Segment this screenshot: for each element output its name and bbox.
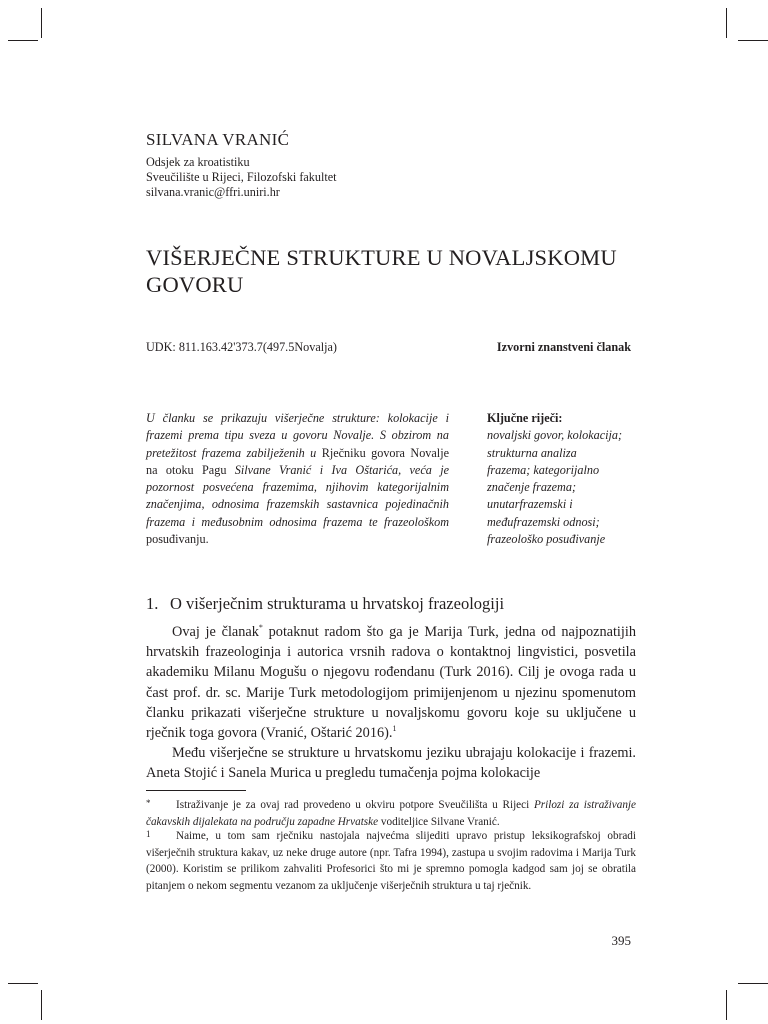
abstract-upright-1: Rječniku govora Novalje na otoku Pagu	[146, 445, 449, 477]
body-paragraph-1-start: Ovaj je članak	[172, 624, 259, 640]
abstract-text-2: Silvane Vranić i Iva Oštarića, veća je pozornost posvećena frazemima, njihovim kategorijalnim značenjima, odnosima frazemskih sastavnica pojedinačnih frazema i međusobnim odnosima frazema te frazeološkom	[146, 462, 450, 529]
keywords	[487, 410, 637, 548]
author-name: SILVANA VRANIĆ	[146, 130, 290, 149]
body-paragraph-1	[146, 622, 636, 743]
abstract	[146, 410, 449, 548]
affiliation-email: silvana.vranic@ffri.uniri.hr	[146, 185, 280, 199]
keyword-line: frazeološko posuđivanje	[487, 532, 606, 547]
crop-mark-bottom-left-vertical	[41, 990, 42, 1020]
crop-mark-top-left-vertical	[41, 8, 42, 38]
footnote-ref-star[interactable]: *	[258, 623, 263, 633]
keyword-line: frazema; kategorijalno	[487, 462, 600, 477]
body-paragraph-2: Među višerječne se strukture u hrvatskomu jeziku ubrajaju kolokacije i frazemi. Aneta Stojić i Sanela Murica u pregledu tumačenja pojma kolokacije	[146, 745, 636, 782]
crop-mark-top-left-horizontal	[8, 40, 38, 41]
crop-mark-bottom-right-vertical	[726, 990, 727, 1020]
affiliation-department: Odsjek za kroatistiku	[146, 155, 250, 169]
footnote-star-end: voditeljice Silvane Vranić.	[378, 815, 500, 828]
section-title: O višerječnim strukturama u hrvatskoj frazeologiji	[170, 594, 505, 613]
crop-mark-top-right-vertical	[726, 8, 727, 38]
author-affiliation	[146, 155, 337, 200]
footnote-star	[146, 795, 636, 830]
crop-mark-top-right-horizontal	[738, 40, 768, 41]
footnote-divider	[146, 790, 246, 791]
abstract-upright-2: posuđivanju.	[146, 532, 209, 547]
footnote-star-mark: *	[146, 798, 151, 808]
footnote-ref-1[interactable]: 1	[392, 724, 397, 734]
footnote-1	[146, 826, 636, 894]
abstract-text-1: U članku se prikazuju višerječne strukture: kolokacije i frazemi prema tipu sveza u govoru Novalje. S obzirom na pretežitost frazema zabilježenih u	[146, 411, 449, 460]
footnote-1-text: Naime, u tom sam rječniku nastojala najvećma slijediti upravo pristup leksikografskoj obradi višerječnih struktura kakav, uz neke druge autore (npr. Tafra 1994), zastupa u svojim radovima i Marija Turk (2000). Koristim se prilikom zahvaliti Profesorici što mi je spremno pomogla kadgod sam joj se obratila pitanjem o nekom segmentu vezanom za uključenje višerječnih struktura u taj rječnik.	[146, 830, 636, 892]
footnote-star-text: Istraživanje je za ovaj rad provedeno u okviru potpore Sveučilišta u Rijeci	[176, 799, 534, 811]
keyword-line: strukturna analiza	[487, 445, 577, 460]
keyword-line: unutarfrazemski i	[487, 497, 573, 512]
page-number: 395	[611, 933, 631, 948]
footnote-1-mark: 1	[146, 829, 151, 839]
article-type: Izvorni znanstveni članak	[496, 340, 631, 354]
keyword-line: novaljski govor, kolokacija;	[487, 428, 623, 443]
article-title: VIŠERJEČNE STRUKTURE U NOVALJSKOMU GOVORU	[146, 245, 617, 297]
section-heading	[146, 594, 504, 614]
section-number: 1.	[146, 594, 159, 613]
keyword-line: međufrazemski odnosi;	[487, 514, 600, 529]
affiliation-university: Sveučilište u Rijeci, Filozofski fakultet	[146, 170, 337, 184]
footnote-star-project: Prilozi za istraživanje čakavskih dijalekata na području zapadne Hrvatske	[146, 799, 636, 828]
keyword-line: značenje frazema;	[487, 480, 577, 495]
udk-code: UDK: 811.163.42'373.7(497.5Novalja)	[146, 340, 337, 354]
keywords-label: Ključne riječi:	[487, 411, 563, 425]
body-paragraph-1-rest: potaknut radom što ga je Marija Turk, jedna od najpoznatijih hrvatskih frazeologinja i autorica vrsnih radova o kontaktnoj lingvistici, posvetila akademiku Milanu Mogušu o njegovu rođendanu (Turk 2016). Cilj je ovoga rada u čast prof. dr. sc. Marije Turk metodologijom primijenjenom u njezinu spomenutom članku prikazati višerječne strukture u novaljskomu govoru koje su uključene u rječnik toga govora (Vranić, Oštarić 2016).	[146, 624, 636, 742]
crop-mark-bottom-right-horizontal	[738, 983, 768, 984]
crop-mark-bottom-left-horizontal	[8, 983, 38, 984]
body-text	[146, 622, 636, 784]
